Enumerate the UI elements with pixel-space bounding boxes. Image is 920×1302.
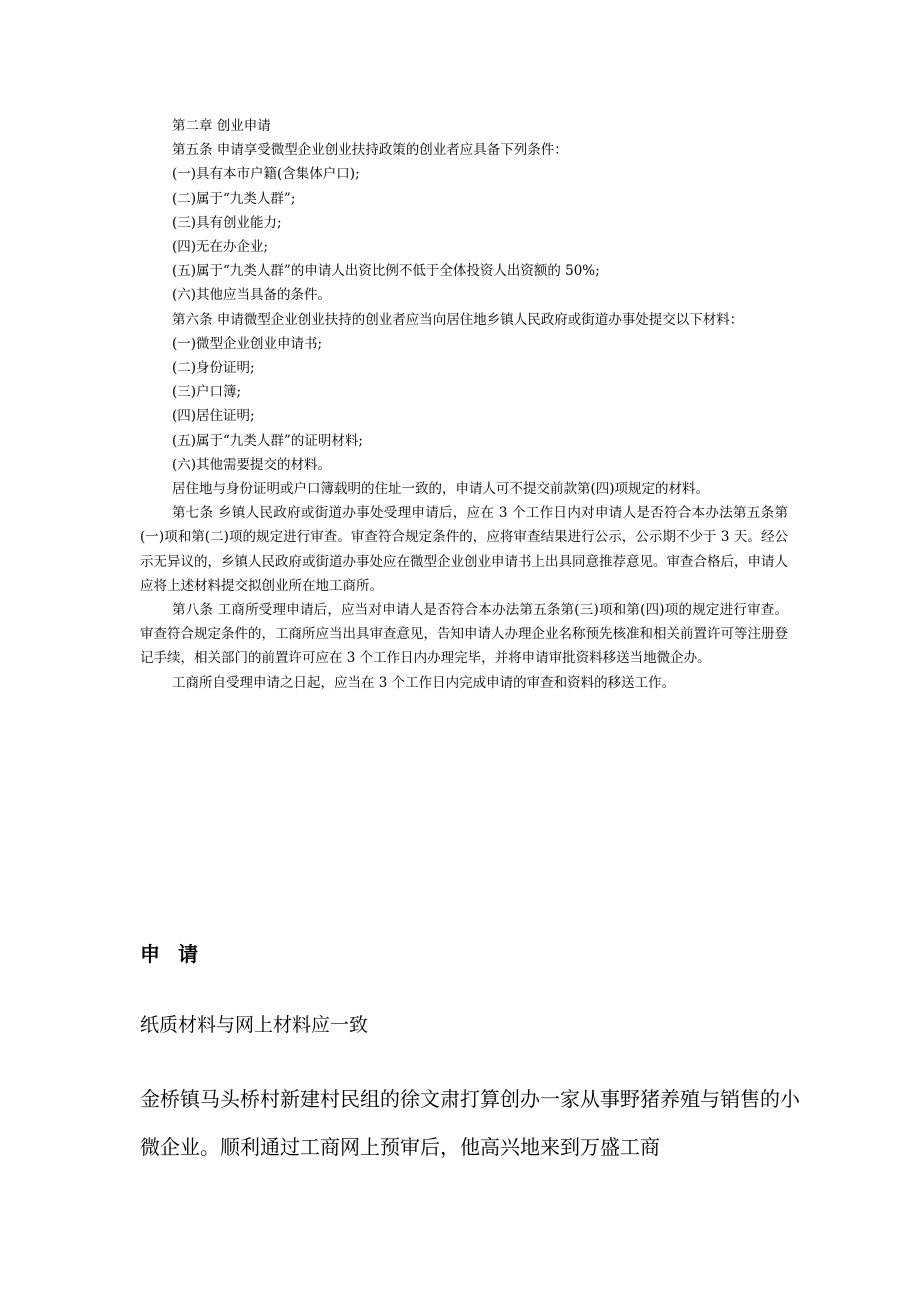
paragraph: (四)无在办企业;: [172, 239, 269, 256]
paragraph: (三)户口簿;: [172, 384, 242, 401]
paragraph: 第五条 申请享受微型企业创业扶持政策的创业者应具备下列条件：: [172, 142, 568, 159]
paragraph: 第八条 工商所受理申请后，应当对申请人是否符合本办法第五条第(三)项和第(四)项的规定进行审查。审查符合规定条件的，工商所应当出具审查意见，告知申请人办理企业名称预先核准和相关前置许可等注册登记手续，相关部门的前置许可应在 3 个工作日内办理完毕，并将申请审批资料移送当地微企办。: [140, 602, 788, 667]
regulation-text: [140, 114, 788, 695]
chapter-title: 第二章 创业申请: [172, 118, 271, 134]
paragraph: 第七条 乡镇人民政府或街道办事处受理申请后，应在 3 个工作日内对申请人是否符合本办法第五条第(一)项和第(二)项的规定进行审查。审查符合规定条件的，应将审查结果进行公示，公示期不少于 3 天。经公示无异议的，乡镇人民政府或街道办事处应在微型企业创业申请书上出具同意推荐意见。审查合格后，申请人应将上述材料提交拟创业所在地工商所。: [140, 505, 788, 594]
paragraph: (一)具有本市户籍(含集体户口);: [172, 166, 360, 183]
paragraph: (一)微型企业创业申请书;: [172, 335, 323, 352]
paragraph: (四)居住证明;: [172, 408, 255, 425]
paragraph: 第六条 申请微型企业创业扶持的创业者应当向居住地乡镇人民政府或街道办事处提交以下材料：: [172, 311, 744, 328]
paragraph: (五)属于“九类人群”的申请人出资比例不低于全体投资人出资额的 50%;: [172, 263, 600, 280]
paragraph: (五)属于“九类人群”的证明材料;: [172, 432, 363, 449]
body-paragraph: 金桥镇马头桥村新建村民组的徐文肃打算创办一家从事野猪养殖与销售的小微企业。顺利通过工商网上预审后，他高兴地来到万盛工商: [140, 1087, 800, 1159]
paragraph-list: [140, 138, 788, 695]
paragraph: (六)其他需要提交的材料。: [172, 456, 332, 473]
paragraph: 居住地与身份证明或户口簿载明的住址一致的，申请人可不提交前款第(四)项规定的材料。: [172, 481, 710, 498]
paragraph: (二)属于“九类人群”;: [172, 190, 296, 207]
paragraph: (三)具有创业能力;: [172, 214, 282, 231]
section-heading: 申请: [140, 942, 216, 966]
paragraph: (六)其他应当具备的条件。: [172, 287, 332, 304]
subheading: 纸质材料与网上材料应一致: [140, 1014, 369, 1036]
paragraph: 工商所自受理申请之日起，应当在 3 个工作日内完成申请的审查和资料的移送工作。: [172, 674, 676, 691]
paragraph: (二)身份证明;: [172, 360, 255, 377]
